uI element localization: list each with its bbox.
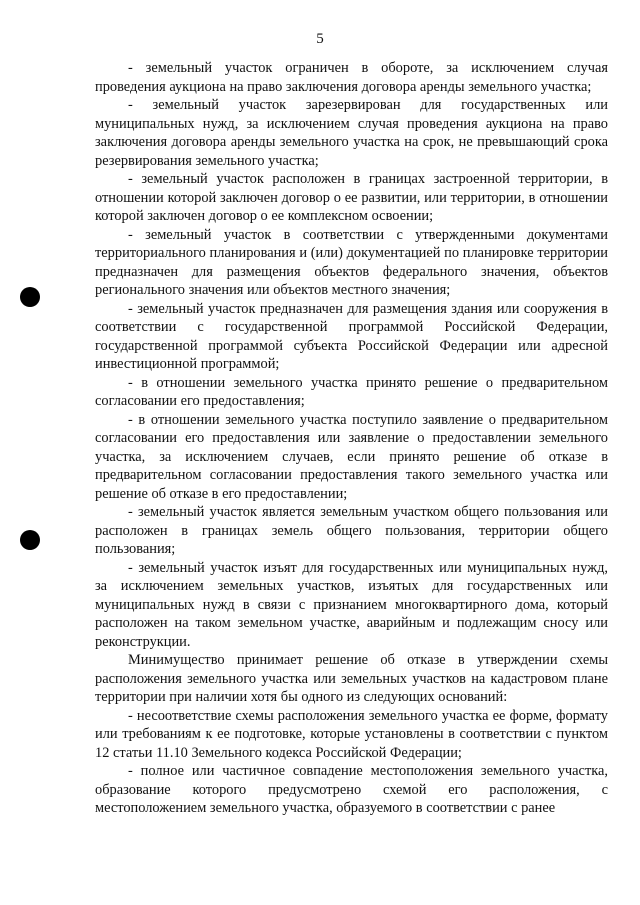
page-number: 5 <box>316 31 324 47</box>
punch-hole-bottom <box>20 530 40 550</box>
paragraph-scheme-mismatch: - несоответствие схемы расположения земельного участка ее форме, формату или требованиям к ее подготовке, которые установлены в соответствии с пунктом 12 статьи 11.10 Земельного кодекса Российской Федерации; <box>95 707 608 761</box>
paragraph-preliminary-approval: - в отношении земельного участка принято решение о предварительном согласовании его предоставления; <box>95 374 608 409</box>
paragraph-public-land: - земельный участок является земельным участком общего пользования или расположен в границах земель общего пользования, территории общего пользования; <box>95 504 608 557</box>
document-body <box>95 59 608 818</box>
punch-hole-top <box>20 287 40 307</box>
paragraph-location-overlap: - полное или частичное совпадение местоположения земельного участка, образование которого предусмотрено схемой его расположения, с местоположением земельного участка, образуемого в соответствии с ранее <box>95 763 608 816</box>
paragraph-refusal-decision: Минимущество принимает решение об отказе в утверждении схемы расположения земельного участка или земельных участков на кадастровом плане территории при наличии хотя бы одного из следующих оснований: <box>95 652 608 705</box>
paragraph-state-program: - земельный участок предназначен для размещения здания или сооружения в соответствии с государственной программой Российской Федерации, государственной программой субъекта Российской Федерации или адресной инвестиционной программой; <box>95 300 608 372</box>
paragraph-application-received: - в отношении земельного участка поступило заявление о предварительном согласовании его предоставления или заявление о предоставлении земельного участка, за исключением случаев, если принято решение об отказе в предварительном согласовании предоставления такого земельного участка или решение об отказе в его предоставлении; <box>95 411 608 502</box>
paragraph-planning-documents: - земельный участок в соответствии с утвержденными документами территориального планирования и (или) документацией по планировке территории предназначен для размещения объектов федерального значения, объектов регионального значения или объектов местного значения; <box>95 226 608 298</box>
paragraph-seized-land: - земельный участок изъят для государственных или муниципальных нужд, за исключением земельных участков, изъятых для государственных или муниципальных нужд в связи с признанием многоквартирного дома, который расположен на таком земельном участке, аварийным и подлежащим сносу или реконструкции. <box>95 559 608 650</box>
paragraph-restricted-circulation: - земельный участок ограничен в обороте, за исключением случая проведения аукциона на право заключения договора аренды земельного участка; <box>95 60 608 95</box>
paragraph-built-up-territory: - земельный участок расположен в границах застроенной территории, в отношении которой заключен договор о ее развитии, или территории, в отношении которой заключен договор о ее комплексном освоении; <box>95 171 608 224</box>
paragraph-reserved-land: - земельный участок зарезервирован для государственных или муниципальных нужд, за исключением случая проведения аукциона на право заключения договора аренды земельного участка на срок, не превышающий срока резервирования земельного участка; <box>95 97 608 169</box>
